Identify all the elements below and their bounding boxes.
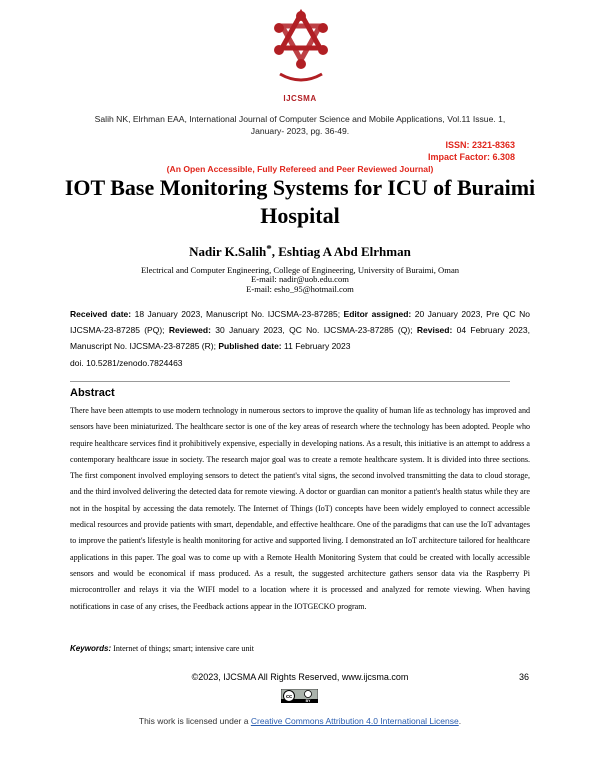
cc-by-badge[interactable] [281,689,318,703]
keywords [70,643,530,655]
keywords-label: Keywords: [70,644,112,653]
author-2: , Eshtiag A Abd Elrhman [271,244,411,259]
author-1: Nadir K.Salih [189,244,267,259]
doi-value[interactable]: 10.5281/zenodo.7824463 [86,358,183,368]
published-value: 11 February 2023 [284,341,351,352]
editor-label: Editor assigned: [343,309,412,319]
cc-by-icon [281,689,318,703]
journal-logo [270,8,332,102]
doi-line [70,355,183,371]
license-prefix: This work is licensed under a [138,716,251,726]
editor-value: 20 January 2023, Pre QC No IJCSMA-23-87285 (PQ); [70,309,530,336]
by-label: BY [305,699,311,703]
abstract-text: There have been attempts to use modern technology in numerous sectors to improve the quality of human life as technology has improved and sensors have been miniaturized. The healthcare sector is one of the key areas of research where the technology has been adopted. People who require healthcare services find it prohibitively expensive, especially in developing nations. As a result, this initiative is an attempt to address a contemporary healthcare issue in society. The research major goal was to create a remote healthcare system. It is divided into three sections. The first component involved employing sensors to detect the patient's vital signs, the second involved transmitting the data to cloud storage, and the third involved delivering the detected data for remote viewing. A doctor or guardian can monitor a patient's health status while they are not in the hospital by accessing the data remotely. The Internet of Things (IoT) concepts have been widely employed to connect accessible medical resources and provide patients with smart, dependable, and effective healthcare. One of the paradigms that can use the IoT advantages to improve the patient's lifestyle is health monitoring for active and supported living. I demonstrated an IoT architecture tailored for healthcare applications in this paper. The goal was to come up with a Remote Health Monitoring System that could be created with locally accessible sensors and would be economical if mass produced. As a result, the suggested architecture gathers sensor data via the Raspberry Pi microcontroller and relays it via the WIFI model to a location where it is processed and analyzed for remote viewing. When having notifications in case of any crises, the Feedback actions appear in the IOTGECKO program. [70,406,530,611]
section-divider [70,381,510,382]
received-value: 18 January 2023, Manuscript No. IJCSMA-23-87285; [134,309,341,319]
copyright: ©2023, IJCSMA All Rights Reserved, www.ijcsma.com [191,672,409,682]
issn: ISSN: 2321-8363 [445,140,515,150]
cc-label: cc [285,694,293,700]
revised-label: Revised: [416,325,453,336]
email-2: E-mail: esho_95@hotmail.com [246,283,354,294]
license-link[interactable]: Creative Commons Attribution 4.0 International License [250,716,459,726]
reviewed-value: 30 January 2023, QC No. IJCSMA-23-87285 (Q); [215,325,413,336]
affiliation-block [0,266,600,294]
open-access-note: (An Open Accessible, Fully Refereed and Peer Reviewed Journal) [166,164,434,174]
received-label: Received date: [70,309,132,319]
dates-block [70,306,530,355]
keywords-value: Internet of things; smart; intensive care unit [113,644,254,653]
citation: Salih NK, Elrhman EAA, International Journal of Computer Science and Mobile Applications, Vol.11 Issue. 1, January- 2023, pg. 36-49. [94,114,506,136]
journal-logo-graphic [270,8,332,98]
reviewed-label: Reviewed: [168,325,211,336]
revised-value: 04 February 2023, Manuscript No. IJCSMA-23-87285 (R); [70,325,530,352]
affiliation: Electrical and Computer Engineering, College of Engineering, University of Buraimi, Oman [140,265,460,275]
email-1: E-mail: nadir@uob.edu.com [251,274,349,285]
license-line [0,716,600,726]
logo-text: IJCSMA [283,94,317,103]
issn-block [428,139,515,163]
doi-label: doi. [70,358,84,368]
license-suffix: . [458,716,462,726]
corresponding-mark: * [266,243,272,255]
abstract-heading: Abstract [70,387,115,399]
page-number: 36 [519,672,530,682]
authors [0,244,600,260]
paper-title: IOT Base Monitoring Systems for ICU of Buraimi Hospital [64,175,536,228]
published-label: Published date: [218,341,282,352]
impact-factor: Impact Factor: 6.308 [427,152,515,162]
